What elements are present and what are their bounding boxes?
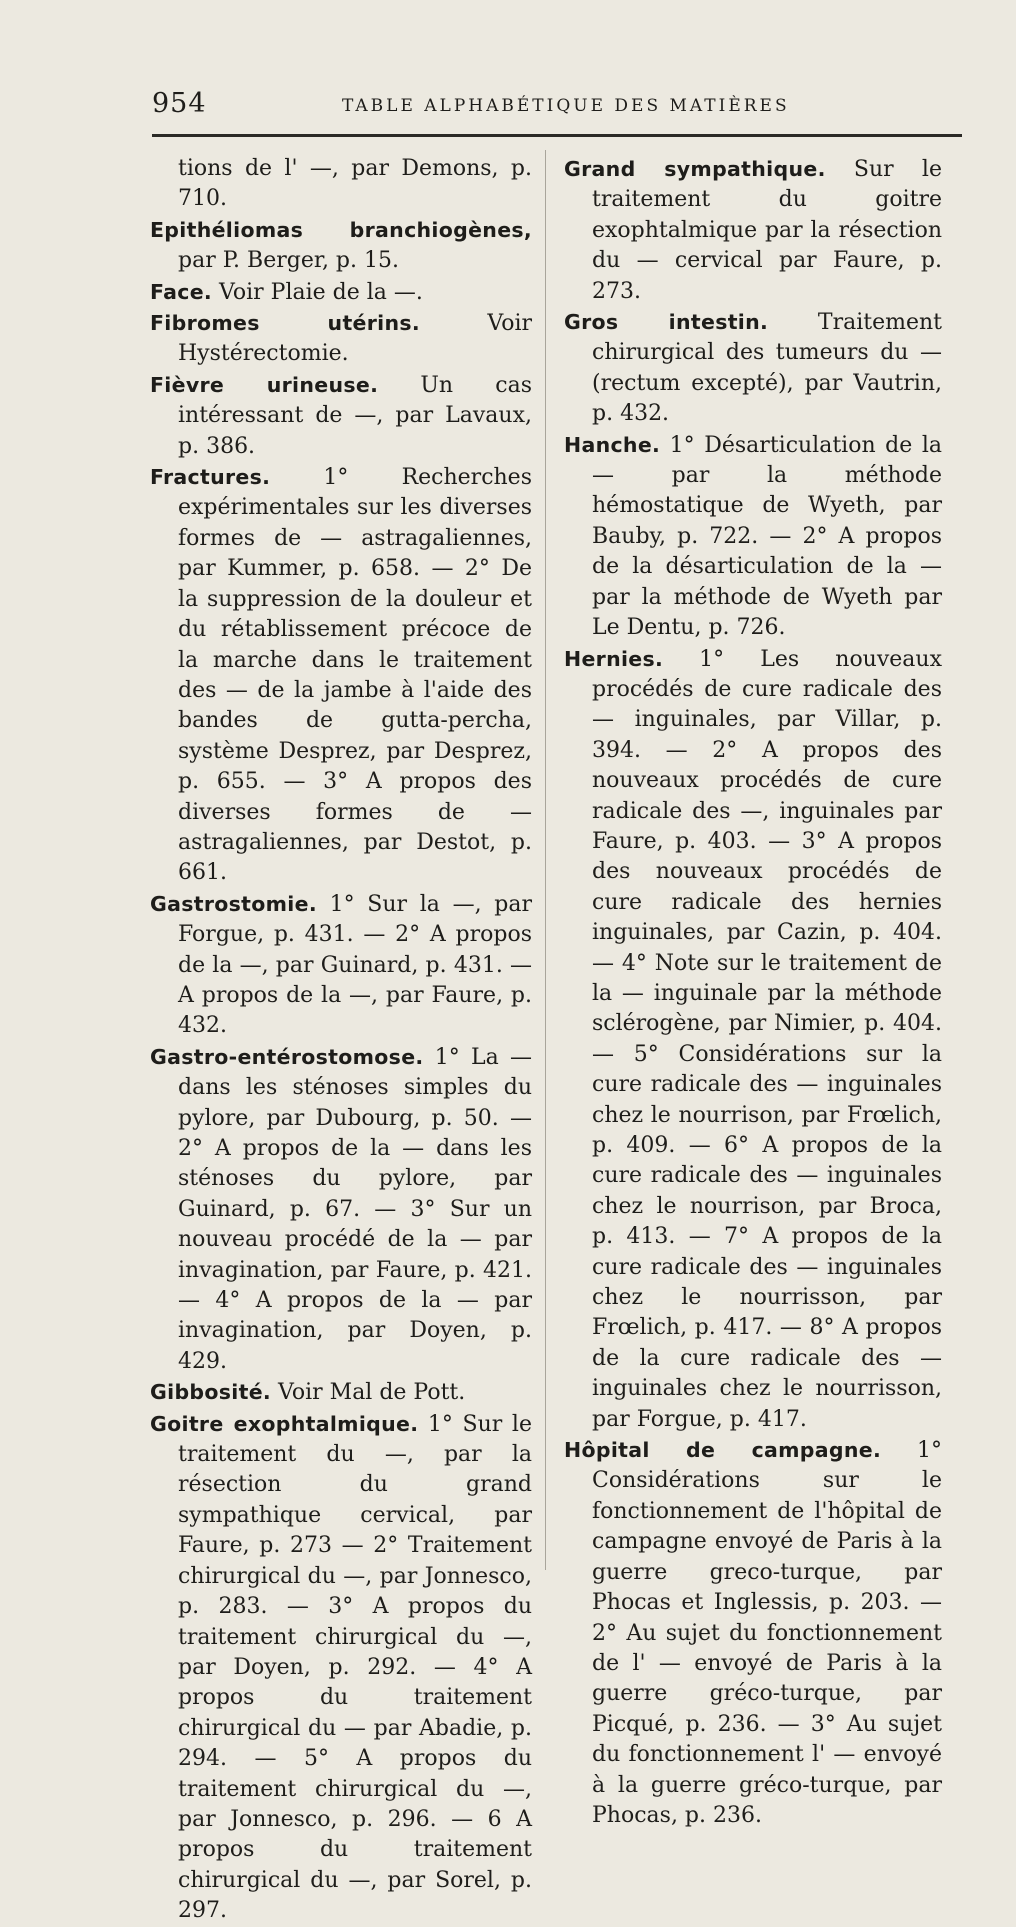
entry-text: 1° Sur la —, par Forgue, p. 431. — 2° A propos de la —, par Guinard, p. 431. — A propos de la —, par Faure, p. 432. <box>178 891 532 1039</box>
left-column <box>150 154 532 1927</box>
index-entry <box>564 1435 942 1831</box>
index-entry <box>150 462 532 889</box>
entry-text: par P. Berger, p. 15. <box>178 248 399 274</box>
column-divider <box>545 150 546 1570</box>
entry-term: Epithéliomas branchiogènes, <box>150 217 532 242</box>
index-entry <box>564 430 942 644</box>
index-entry <box>150 889 532 1042</box>
entry-text: Traitement chirurgical des tumeurs du — (rectum excepté), par Vautrin, p. 432. <box>592 310 943 427</box>
entry-term: Grand sympathique. <box>564 157 826 181</box>
entry-term: Hanche. <box>564 432 661 457</box>
entry-text: Voir Plaie de la —. <box>211 279 423 305</box>
entry-term: Fièvre urineuse. <box>150 372 379 397</box>
entry-term: Goitre exophtalmique. <box>150 1411 419 1436</box>
entry-term: Fibromes utérins. <box>150 311 420 336</box>
index-entry <box>150 370 532 462</box>
index-entry <box>150 308 532 370</box>
entry-text: 1° La — dans les sténoses simples du pylore, par Dubourg, p. 50. — 2° A propos de la — dans les sténoses du pylore, par Guinard, p. 67. — 3° Sur un nouveau procédé de la — par invagination, par Faure, p. 421. — 4° A propos de la — par invagination, par Doyen, p. 429. <box>178 1044 532 1374</box>
entry-term: Gastro-entérostomose. <box>150 1044 424 1069</box>
entry-term: Fractures. <box>150 465 271 490</box>
entry-text: 1° Désarticulation de la — par la méthode hémostatique de Wyeth, par Bauby, p. 722. — 2° A propos de la désarticulation de la — par la méthode de Wyeth par Le Dentu, p. 726. <box>592 432 942 641</box>
running-title: TABLE ALPHABÉTIQUE DES MATIÈRES <box>342 96 790 116</box>
entry-text: Voir Hystérectomie. <box>178 311 532 367</box>
index-entry <box>150 1377 532 1408</box>
entry-term: Gastrostomie. <box>150 891 317 916</box>
entry-text: 1° Recherches expérimentales sur les diverses formes de — astragaliennes, par Kummer, p. 658. — 2° De la suppression de la douleur et du rétablissement précoce de la marche dans le traitement des — de la jambe à l'aide des bandes de gutta-percha, système Desprez, par Desprez, p. 655. — 3° A propos des diverses formes de — astragaliennes, par Destot, p. 661. <box>178 465 532 886</box>
entry-term: Gibbosité. <box>150 1380 272 1405</box>
entry-text: 1° Sur le traitement du —, par la résection du grand sympathique cervical, par Faure, p. 273 — 2° Traitement chirurgical du —, par Jonnesco, p. 283. — 3° A propos du traitement chirurgical du —, par Doyen, p. 292. — 4° A propos du traitement chirurgical du — par Abadie, p. 294. — 5° A propos du traitement chirurgical du —, par Jonnesco, p. 296. — 6 A propos du traitement chirurgical du —, par Sorel, p. 297. <box>178 1411 532 1924</box>
entry-term: Gros intestin. <box>564 310 769 335</box>
page-number: 954 <box>152 88 207 119</box>
entry-term: Face. <box>150 279 212 304</box>
entry-term: Hernies. <box>564 646 664 671</box>
entry-term: Hôpital de campagne. <box>564 1438 882 1463</box>
entry-text: Voir Mal de Pott. <box>271 1380 466 1406</box>
index-entry <box>150 277 532 308</box>
index-entry <box>564 644 942 1436</box>
entry-text: Sur le traitement du goitre exophtalmique par la résection du — cervical par Faure, p. 273. <box>592 157 942 304</box>
entry-text: 1° Les nouveaux procédés de cure radicale des — inguinales, par Villar, p. 394. — 2° A propos des nouveaux procédés de cure radicale des —, inguinales par Faure, p. 403. — 3° A propos des nouveaux procédés de cure radicale des hernies inguinales, par Cazin, p. 404. — 4° Note sur le traitement de la — inguinale par la méthode sclérogène, par Nimier, p. 404. — 5° Considérations sur la cure radicale des — inguinales chez le nourrison, par Frœlich, p. 409. — 6° A propos de la cure radicale des — inguinales chez le nourrison, par Broca, p. 413. — 7° A propos de la cure radicale des — inguinales chez le nourrisson, par Frœlich, p. 417. — 8° A propos de la cure radicale des — inguinales chez le nourrisson, par Forgue, p. 417. <box>592 646 942 1432</box>
index-entry <box>150 1409 532 1927</box>
continuation-text: tions de l' —, par Demons, p. 710. <box>178 156 532 212</box>
index-entry <box>564 307 942 430</box>
index-entry <box>150 215 532 277</box>
page-header <box>152 84 912 128</box>
index-entry <box>564 154 942 307</box>
entry-text: Un cas intéressant de —, par Lavaux, p. 386. <box>178 372 532 459</box>
header-rule <box>152 134 962 137</box>
index-entry <box>150 1042 532 1377</box>
entry-text: 1° Considérations sur le fonctionnement de l'hôpital de campagne envoyé de Paris à la guerre greco-turque, par Phocas et Inglessis, p. 203. — 2° Au sujet du fonctionnement de l' — envoyé de Paris à la guerre gréco-turque, par Picqué, p. 236. — 3° Au sujet du fonctionnement l' — envoyé à la guerre gréco-turque, par Phocas, p. 236. <box>592 1438 942 1828</box>
right-column <box>564 154 942 1831</box>
